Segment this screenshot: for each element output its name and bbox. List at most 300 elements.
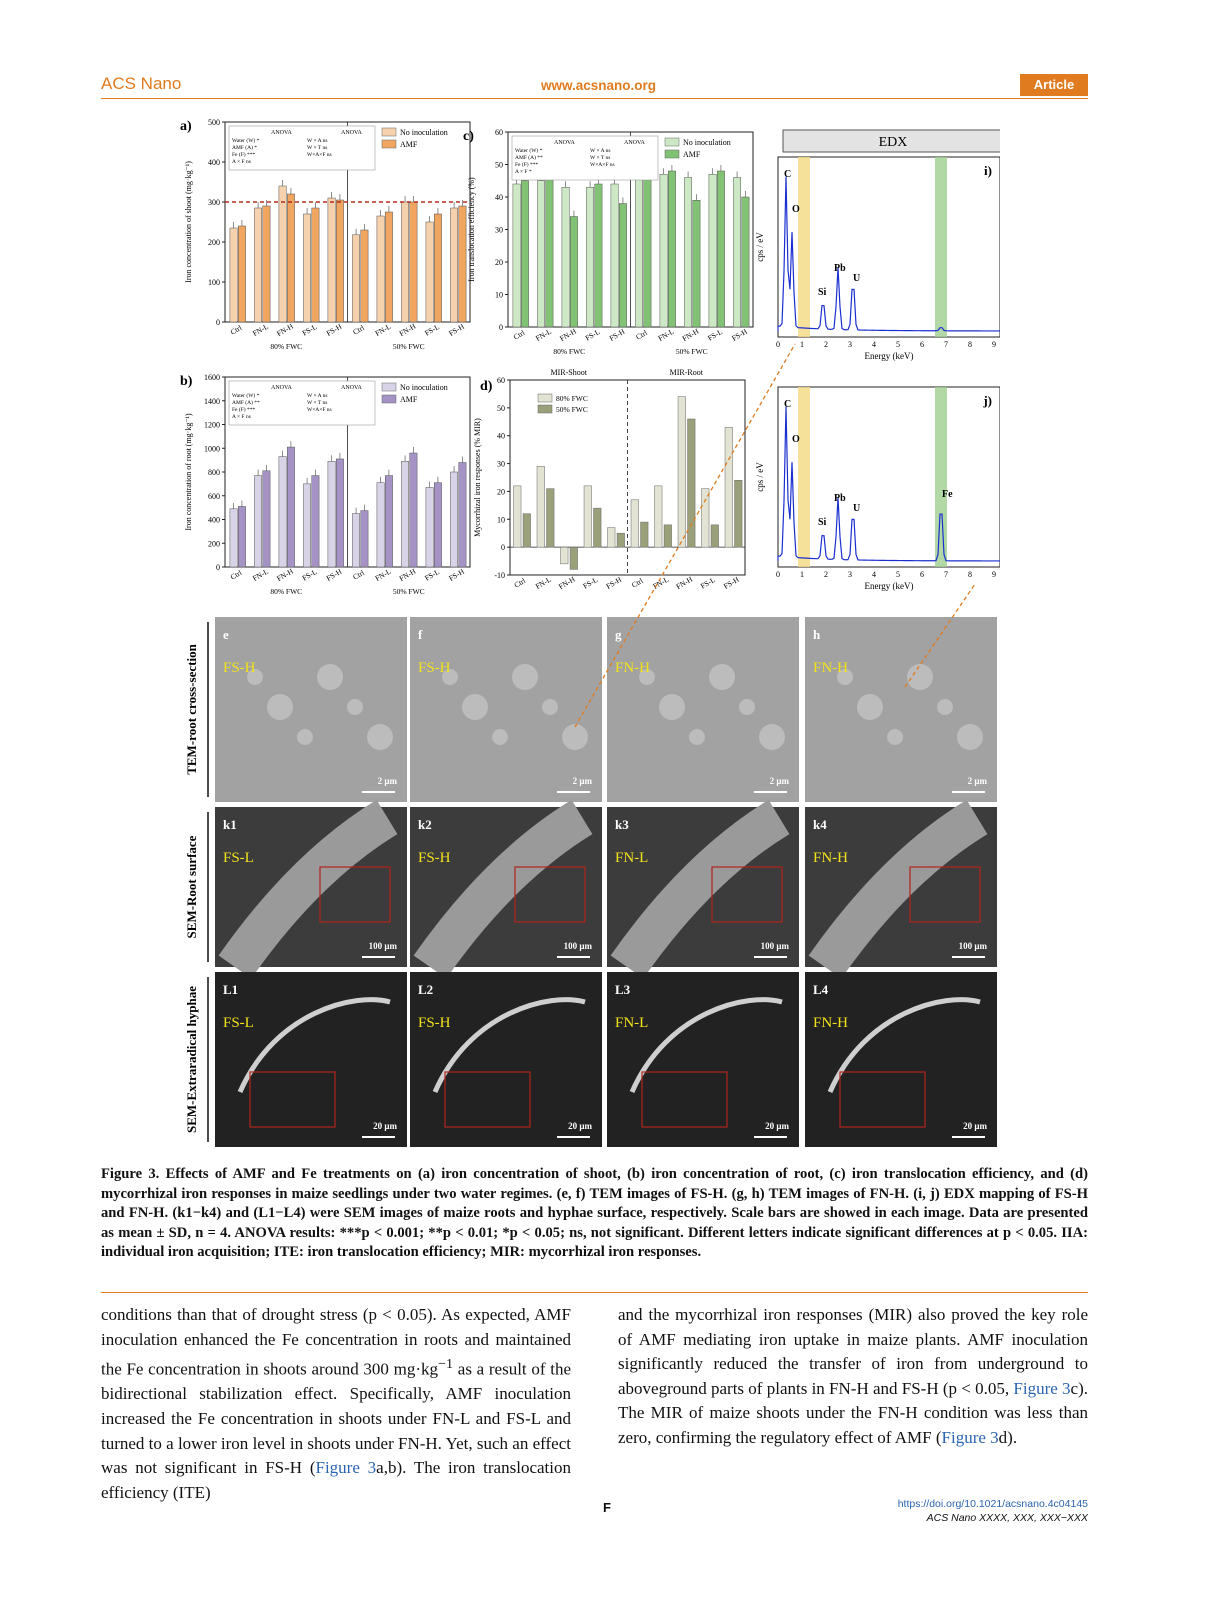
legend-swatch — [382, 395, 396, 403]
y-tick-label: 50 — [497, 403, 505, 413]
x-tick-label: FN-L — [251, 566, 270, 583]
tile-treatment: FS-H — [418, 660, 451, 676]
legend-label: 50% FWC — [556, 405, 588, 414]
bar — [742, 197, 749, 327]
y-tick-label: 50 — [495, 160, 503, 170]
element-label: Pb — [834, 263, 846, 274]
bar — [735, 480, 743, 547]
doi-block — [898, 1497, 1088, 1525]
y-tick-label: 30 — [497, 459, 505, 469]
y-tick-label: 400 — [208, 158, 220, 167]
x-axis-label: Energy (keV) — [864, 351, 914, 361]
x-tick-label: Ctrl — [228, 323, 244, 337]
x-tick-label: FN-H — [397, 566, 418, 584]
tile-treatment: FN-H — [813, 660, 849, 676]
caption-label: Figure 3. — [101, 1166, 160, 1182]
y-tick-label: 10 — [495, 290, 503, 300]
anova-row: W×A×F ns — [590, 162, 615, 168]
element-label: O — [792, 204, 800, 215]
group-label: 80% FWC — [270, 587, 303, 596]
scale-bar-label: 100 μm — [368, 941, 397, 951]
bar — [619, 204, 626, 328]
bar — [230, 509, 237, 567]
x-tick-label: Ctrl — [629, 576, 645, 590]
bar — [537, 181, 544, 327]
scale-bar-label: 2 μm — [377, 776, 397, 786]
bar — [254, 208, 261, 322]
y-axis-label: Iron translocation efficiency (%) — [467, 177, 476, 282]
organelle — [462, 694, 488, 720]
x-tick-label: 3 — [848, 570, 852, 579]
bar — [459, 206, 466, 322]
anova-title: ANOVA — [624, 140, 645, 146]
organelle — [367, 724, 393, 750]
edx-spectrum — [778, 407, 1000, 561]
x-tick-label: FS-L — [698, 575, 717, 591]
x-tick-label: FN-H — [674, 574, 695, 592]
y-axis-label: Iron concentration of root (mg·kg⁻¹) — [184, 413, 193, 531]
chart-a — [180, 118, 470, 351]
bar — [401, 461, 408, 567]
y-tick-label: 1000 — [204, 444, 220, 454]
anova-row: W × A ns — [307, 393, 328, 399]
bar — [352, 235, 359, 322]
legend-swatch — [665, 150, 679, 158]
bar — [279, 457, 286, 567]
anova-row: W × A ns — [590, 148, 611, 154]
anova-row: W×A×F ns — [307, 407, 332, 413]
y-tick-label: 500 — [208, 118, 220, 127]
edx-spectrum — [778, 177, 1000, 331]
bar — [401, 202, 408, 322]
bar — [377, 483, 384, 567]
anova-row: A × F ns — [232, 414, 251, 420]
bar — [711, 525, 719, 547]
x-tick-label: FN-L — [373, 321, 393, 338]
body-text: and the mycorrhizal iron responses (MIR) also proved the key role of AMF mediating iron uptake in maize plants. AMF inoculation significantly reduced the transfer of iron from underground to aboveground parts of plants in FN-H and FS-H (p < 0.05, — [618, 1305, 1088, 1398]
bar — [617, 533, 625, 547]
element-label: Pb — [834, 493, 846, 504]
figure-graphic — [180, 112, 1000, 1148]
x-tick-label: 5 — [896, 340, 900, 349]
bar — [450, 208, 457, 322]
anova-row: W × A ns — [307, 138, 328, 144]
row-label: SEM-Extraradical hyphae — [184, 986, 199, 1133]
x-tick-label: FS-L — [300, 567, 319, 583]
x-tick-label: FN-L — [534, 326, 553, 343]
y-tick-label: 0 — [216, 318, 220, 327]
bar — [631, 500, 639, 547]
bar — [426, 222, 433, 322]
figure-link[interactable]: Figure 3 — [315, 1458, 377, 1478]
x-tick-label: FN-H — [558, 326, 578, 344]
anova-row: Water (W) * — [515, 148, 543, 154]
micrograph-grid — [184, 344, 997, 1147]
body-text: d). — [998, 1427, 1018, 1447]
bar — [336, 459, 343, 567]
panel-label: b) — [180, 374, 193, 389]
element-label: U — [853, 273, 861, 284]
highlight-band — [798, 157, 810, 337]
chart-c — [463, 128, 753, 356]
y-tick-label: 300 — [208, 198, 220, 207]
x-tick-label: FN-L — [651, 574, 671, 591]
figure-link[interactable]: Figure 3 — [941, 1427, 999, 1447]
tile-id: h — [813, 627, 821, 642]
anova-row: W × T ns — [307, 145, 328, 151]
panel-label: a) — [180, 119, 192, 134]
x-tick-label: FS-H — [607, 326, 627, 343]
bar — [513, 184, 520, 327]
tile-id: L3 — [615, 982, 631, 997]
tile-id: g — [615, 627, 622, 642]
row-label: TEM-root cross-section — [184, 644, 199, 775]
organelle — [937, 699, 953, 715]
x-tick-label: 1 — [800, 570, 804, 579]
bar — [279, 186, 286, 322]
legend-swatch — [665, 138, 679, 146]
bar — [459, 463, 466, 568]
anova-title: ANOVA — [341, 385, 362, 391]
x-tick-label: FS-L — [706, 327, 724, 343]
anova-title: ANOVA — [341, 130, 362, 136]
bar — [328, 461, 335, 567]
scale-bar-label: 2 μm — [769, 776, 789, 786]
bar — [584, 486, 592, 547]
highlight-band — [935, 157, 947, 337]
bar — [562, 187, 569, 327]
y-tick-label: 800 — [208, 468, 220, 477]
bar — [521, 181, 528, 327]
y-axis-label: Iron concentration of shoot (mg·kg⁻¹) — [184, 161, 193, 283]
scale-bar-label: 2 μm — [572, 776, 592, 786]
highlight-band — [798, 387, 810, 567]
body-superscript: −1 — [438, 1356, 454, 1373]
group-label: 80% FWC — [270, 342, 303, 351]
tile-treatment: FN-L — [615, 850, 649, 866]
doi-link[interactable]: https://doi.org/10.1021/acsnano.4c04145 — [897, 1498, 1088, 1510]
chart-b — [180, 373, 470, 596]
row-label: SEM-Root surface — [184, 835, 199, 939]
y-axis-label: cps / eV — [755, 462, 765, 492]
bar — [537, 466, 545, 547]
y-tick-label: -10 — [494, 571, 505, 580]
scale-bar-label: 20 μm — [963, 1121, 987, 1131]
x-tick-label: 6 — [920, 570, 924, 579]
x-tick-label: 4 — [872, 340, 876, 349]
anova-title: ANOVA — [271, 130, 292, 136]
bar — [377, 216, 384, 322]
legend-label: No inoculation — [400, 128, 448, 137]
bar — [312, 476, 319, 567]
element-label: O — [792, 434, 800, 445]
edx-panels — [755, 130, 1000, 591]
x-tick-label: Ctrl — [228, 568, 244, 582]
panel-label: c) — [463, 129, 474, 144]
tile-id: L1 — [223, 982, 239, 997]
x-tick-label: FN-H — [275, 566, 295, 584]
y-tick-label: 10 — [497, 515, 505, 525]
bar — [426, 487, 433, 567]
tile-id: k2 — [418, 817, 432, 832]
x-tick-label: FS-H — [604, 574, 624, 591]
x-tick-label: 7 — [944, 340, 948, 349]
body-column-right — [618, 1303, 1088, 1451]
x-tick-label: 1 — [800, 340, 804, 349]
tile-id: L4 — [813, 982, 829, 997]
bar — [688, 419, 696, 547]
edx-title: EDX — [878, 135, 908, 150]
tile-id: f — [418, 627, 423, 642]
x-tick-label: Ctrl — [634, 328, 649, 342]
x-tick-label: 6 — [920, 340, 924, 349]
x-tick-label: 9 — [992, 570, 996, 579]
bar — [725, 427, 733, 547]
x-tick-label: FS-L — [581, 575, 600, 591]
tile-id: k1 — [223, 817, 237, 832]
body-text: as a result of the bidirectional stabilization effect. Specifically, AMF inoculation increased the Fe concentration in shoots under FN-L and FS-L and turned to a lower iron level in shoots under FN-H. Yet, such an effect was not significant in FS-H ( — [101, 1359, 571, 1478]
x-tick-label: Ctrl — [511, 328, 527, 342]
y-tick-label: 100 — [208, 278, 220, 287]
anova-row: A × F ns — [232, 159, 251, 165]
organelle — [347, 699, 363, 715]
bar — [611, 184, 618, 327]
bar — [570, 547, 578, 569]
organelle — [492, 729, 508, 745]
micrograph-tile — [215, 617, 407, 802]
bar — [664, 525, 672, 547]
anova-row: W × T ns — [590, 155, 611, 161]
bar — [385, 476, 392, 567]
x-tick-label: 8 — [968, 570, 972, 579]
figure-3 — [180, 112, 1000, 1148]
scale-bar-label: 100 μm — [760, 941, 789, 951]
edx-frame — [778, 387, 1000, 567]
bar — [655, 486, 663, 547]
group-label: 50% FWC — [392, 342, 425, 351]
x-tick-label: FS-H — [447, 321, 466, 338]
x-tick-label: 0 — [776, 570, 780, 579]
organelle — [907, 664, 933, 690]
journal-name: ACS Nano — [101, 74, 182, 93]
panel-label: i) — [984, 163, 992, 178]
y-tick-label: 200 — [208, 539, 220, 549]
organelle — [562, 724, 588, 750]
highlight-band — [935, 387, 947, 567]
page-header — [101, 74, 1088, 99]
caption-text: Effects of AMF and Fe treatments on (a) iron concentration of shoot, (b) iron concentration of root, (c) iron translocation efficiency, and (d) mycorrhizal iron responses in maize seedlings under two water regimes. (e, f) TEM images of FS-H. (g, h) TEM images of FN-H. (i, j) EDX mapping of FS-H and FN-H. (k1−k4) and (L1−L4) were SEM images of maize roots and hyphae surface, respectively. Scale bars are showed in each image. Data are presented as mean ± SD, n = 4. ANOVA results: ***p < 0.001; **p < 0.01; *p < 0.05; ns, not significant. Different letters indicate significant differences at p < 0.05. IIA: individual iron acquisition; ITE: iron translocation efficiency; MIR: mycorrhizal iron responses. — [101, 1166, 1088, 1260]
article-tag: Article — [1020, 74, 1088, 96]
tile-id: L2 — [418, 982, 434, 997]
y-tick-label: 30 — [495, 225, 503, 235]
bar — [514, 486, 522, 547]
legend-swatch — [538, 394, 552, 402]
group-label: 50% FWC — [392, 587, 425, 596]
scale-bar-label: 2 μm — [967, 776, 987, 786]
figure-caption — [101, 1165, 1088, 1263]
scale-bar-label: 20 μm — [568, 1121, 592, 1131]
citation: ACS Nano XXXX, XXX, XXX−XXX — [926, 1512, 1088, 1524]
legend-swatch — [538, 405, 552, 413]
anova-title: ANOVA — [271, 385, 292, 391]
scale-bar-label: 20 μm — [373, 1121, 397, 1131]
y-tick-label: 600 — [208, 491, 220, 501]
bar — [608, 528, 616, 548]
scale-bar-label: 20 μm — [765, 1121, 789, 1131]
bar — [287, 194, 294, 322]
element-label: C — [784, 169, 792, 180]
tile-treatment: FS-L — [223, 850, 254, 866]
bar — [594, 508, 602, 547]
x-tick-label: 4 — [872, 570, 876, 579]
bar — [709, 174, 716, 327]
bar — [303, 484, 310, 567]
legend-label: AMF — [400, 140, 418, 149]
anova-title: ANOVA — [554, 140, 575, 146]
x-tick-label: FS-L — [583, 327, 602, 343]
bar — [230, 228, 237, 322]
caption-divider — [101, 1292, 1088, 1293]
bar — [410, 202, 417, 322]
y-tick-label: 1600 — [204, 373, 220, 382]
x-tick-label: FS-H — [722, 574, 741, 591]
x-tick-label: FN-H — [397, 321, 418, 339]
x-tick-label: FS-H — [447, 566, 466, 583]
bar — [361, 511, 368, 567]
x-tick-label: 5 — [896, 570, 900, 579]
anova-row: AMF (A) ** — [232, 400, 260, 406]
legend-label: No inoculation — [683, 138, 731, 147]
subplot-title: MIR-Shoot — [550, 368, 587, 377]
x-tick-label: 0 — [776, 340, 780, 349]
legend-swatch — [382, 383, 396, 391]
bar — [702, 489, 710, 547]
bar — [263, 206, 270, 322]
legend-label: AMF — [683, 150, 701, 159]
bar — [595, 184, 602, 327]
journal-site[interactable]: www.acsnano.org — [541, 78, 657, 93]
x-tick-label: 2 — [824, 570, 828, 579]
bar — [352, 514, 359, 567]
organelle — [542, 699, 558, 715]
bar — [312, 208, 319, 322]
anova-row: AMF (A) ** — [515, 155, 543, 161]
edx-frame — [778, 157, 1000, 337]
figure-link[interactable]: Figure 3 — [1013, 1378, 1071, 1398]
bar — [635, 178, 642, 328]
body-text: c). The MIR of maize shoots under the FN-H condition was less than zero, confirming the regulatory effect of AMF ( — [618, 1378, 1088, 1447]
bar — [693, 200, 700, 327]
x-tick-label: 8 — [968, 340, 972, 349]
bar — [434, 214, 441, 322]
element-label: Si — [818, 517, 827, 528]
tile-treatment: FS-L — [223, 1015, 254, 1031]
tile-treatment: FN-H — [813, 1015, 849, 1031]
y-tick-label: 40 — [497, 431, 505, 441]
anova-row: Fe (F) *** — [232, 152, 256, 158]
legend-label: AMF — [400, 395, 418, 404]
anova-row: Water (W) * — [232, 393, 260, 399]
bar — [263, 471, 270, 567]
bar — [434, 483, 441, 567]
tile-treatment: FS-H — [223, 660, 256, 676]
organelle — [267, 694, 293, 720]
anova-row: A × F * — [515, 169, 532, 175]
body-text: a,b). The iron translocation efficiency (ITE) — [101, 1458, 571, 1502]
bar — [546, 178, 553, 328]
x-tick-label: FS-L — [300, 322, 319, 338]
bar — [523, 514, 531, 547]
x-tick-label: FS-H — [730, 326, 749, 343]
bar — [328, 198, 335, 322]
y-tick-label: 0 — [499, 323, 503, 332]
y-tick-label: 20 — [497, 487, 505, 497]
legend-label: No inoculation — [400, 383, 448, 392]
bar — [410, 453, 417, 567]
anova-row: Fe (F) *** — [232, 407, 256, 413]
x-tick-label: 3 — [848, 340, 852, 349]
x-tick-label: Ctrl — [351, 568, 366, 582]
group-label: 50% FWC — [675, 347, 708, 356]
element-label: U — [853, 503, 861, 514]
element-label: Fe — [942, 489, 953, 500]
y-tick-label: 200 — [208, 238, 220, 247]
legend-swatch — [382, 140, 396, 148]
x-tick-label: FN-L — [373, 566, 393, 583]
x-tick-label: Ctrl — [512, 576, 528, 590]
anova-row: Water (W) * — [232, 138, 260, 144]
bar — [570, 217, 577, 328]
bar — [238, 506, 245, 567]
bar — [684, 178, 691, 328]
organelle — [689, 729, 705, 745]
organelle — [759, 724, 785, 750]
x-axis-label: Energy (keV) — [864, 581, 914, 591]
y-tick-label: 0 — [216, 563, 220, 572]
tile-id: k4 — [813, 817, 827, 832]
subplot-title: MIR-Root — [669, 368, 703, 377]
tile-treatment: FS-H — [418, 1015, 451, 1031]
element-label: Si — [818, 287, 827, 298]
y-tick-label: 1200 — [204, 420, 220, 430]
tile-treatment: FN-H — [813, 850, 849, 866]
organelle — [887, 729, 903, 745]
x-tick-label: 9 — [992, 340, 996, 349]
bar — [717, 171, 724, 327]
tile-id: e — [223, 627, 229, 642]
bar — [668, 171, 675, 327]
x-tick-label: 7 — [944, 570, 948, 579]
legend-swatch — [382, 128, 396, 136]
anova-row: W × T ns — [307, 400, 328, 406]
y-axis-label: Mycorrhizal iron responses (% MIR) — [473, 418, 482, 537]
tile-treatment: FN-L — [615, 1015, 649, 1031]
x-tick-label: FN-L — [251, 321, 270, 338]
y-tick-label: 60 — [497, 376, 505, 385]
x-tick-label: FN-H — [275, 321, 295, 339]
bar — [644, 178, 651, 328]
x-tick-label: FN-H — [680, 326, 701, 344]
x-tick-label: FS-H — [324, 321, 344, 338]
panel-label: d) — [480, 379, 493, 394]
x-tick-label: Ctrl — [351, 323, 366, 337]
tile-treatment: FS-H — [418, 850, 451, 866]
organelle — [512, 664, 538, 690]
x-tick-label: FS-L — [423, 567, 441, 583]
x-tick-label: FS-L — [423, 322, 441, 338]
bar — [547, 489, 555, 547]
element-label: C — [784, 399, 792, 410]
